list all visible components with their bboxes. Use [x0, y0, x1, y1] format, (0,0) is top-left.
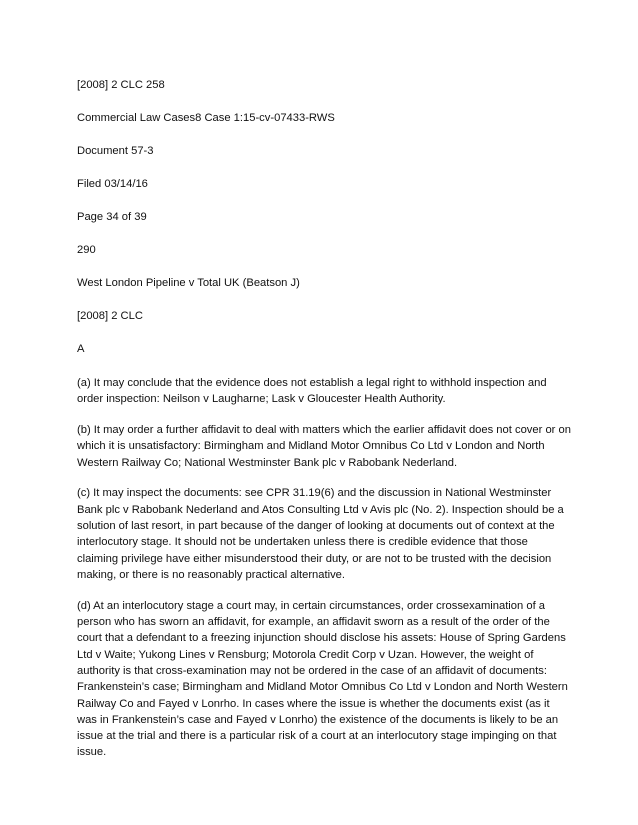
reporter-case-line: Commercial Law Cases8 Case 1:15-cv-07433-RWS	[77, 112, 335, 124]
citation-short-line: [2008] 2 CLC	[77, 310, 143, 322]
paragraph-a: (a) It may conclude that the evidence does not establish a legal right to withhold inspection and order inspection: Neilson v Laugharne; Lask v Gloucester Health Authority.	[77, 377, 547, 406]
filed-date-line: Filed 03/14/16	[77, 178, 148, 190]
document-body	[77, 78, 571, 775]
margin-letter-line: A	[77, 343, 85, 355]
paragraph-b: (b) It may order a further affidavit to deal with matters which the earlier affidavit does not cover or on which it is unsatisfactory: Birmingham and Midland Motor Omnibus Co Ltd v London and North Western Railway Co; National Westminster Bank plc v Rabobank Nederland.	[77, 424, 571, 469]
document-number-line: Document 57-3	[77, 145, 154, 157]
paragraph-c: (c) It may inspect the documents: see CPR 31.19(6) and the discussion in National Westminster Bank plc v Rabobank Nederland and Atos Consulting Ltd v Avis plc (No. 2). Inspection should be a solution of last resort, in part because of the danger of looking at documents out of context at the interlocutory stage. It should not be undertaken unless there is credible evidence that those claiming privilege have either misunderstood their duty, or are not to be trusted with the decision making, or there is no reasonably practical alternative.	[77, 487, 564, 581]
page-number-line: 290	[77, 244, 96, 256]
case-title-line: West London Pipeline v Total UK (Beatson J)	[77, 277, 300, 289]
citation-line: [2008] 2 CLC 258	[77, 79, 165, 91]
paragraph-d: (d) At an interlocutory stage a court may, in certain circumstances, order crossexamination of a person who has sworn an affidavit, for example, an affidavit sworn as a result of the order of the court that a defendant to a freezing injunction should disclose his assets: House of Spring Gardens Ltd v Waite; Yukong Lines v Rensburg; Motorola Credit Corp v Uzan. However, the weight of authority is that cross-examination may not be ordered in the case of an affidavit of documents: Frankenstein’s case; Birmingham and Midland Motor Omnibus Co Ltd v London and North Western Railway Co and Fayed v Lonrho. In cases where the issue is whether the documents exist (as it was in Frankenstein’s case and Fayed v Lonrho) the existence of the documents is likely to be an issue at the trial and there is a particular risk of a court at an interlocutory stage impinging on that issue.	[77, 599, 568, 759]
page-count-line: Page 34 of 39	[77, 211, 147, 223]
